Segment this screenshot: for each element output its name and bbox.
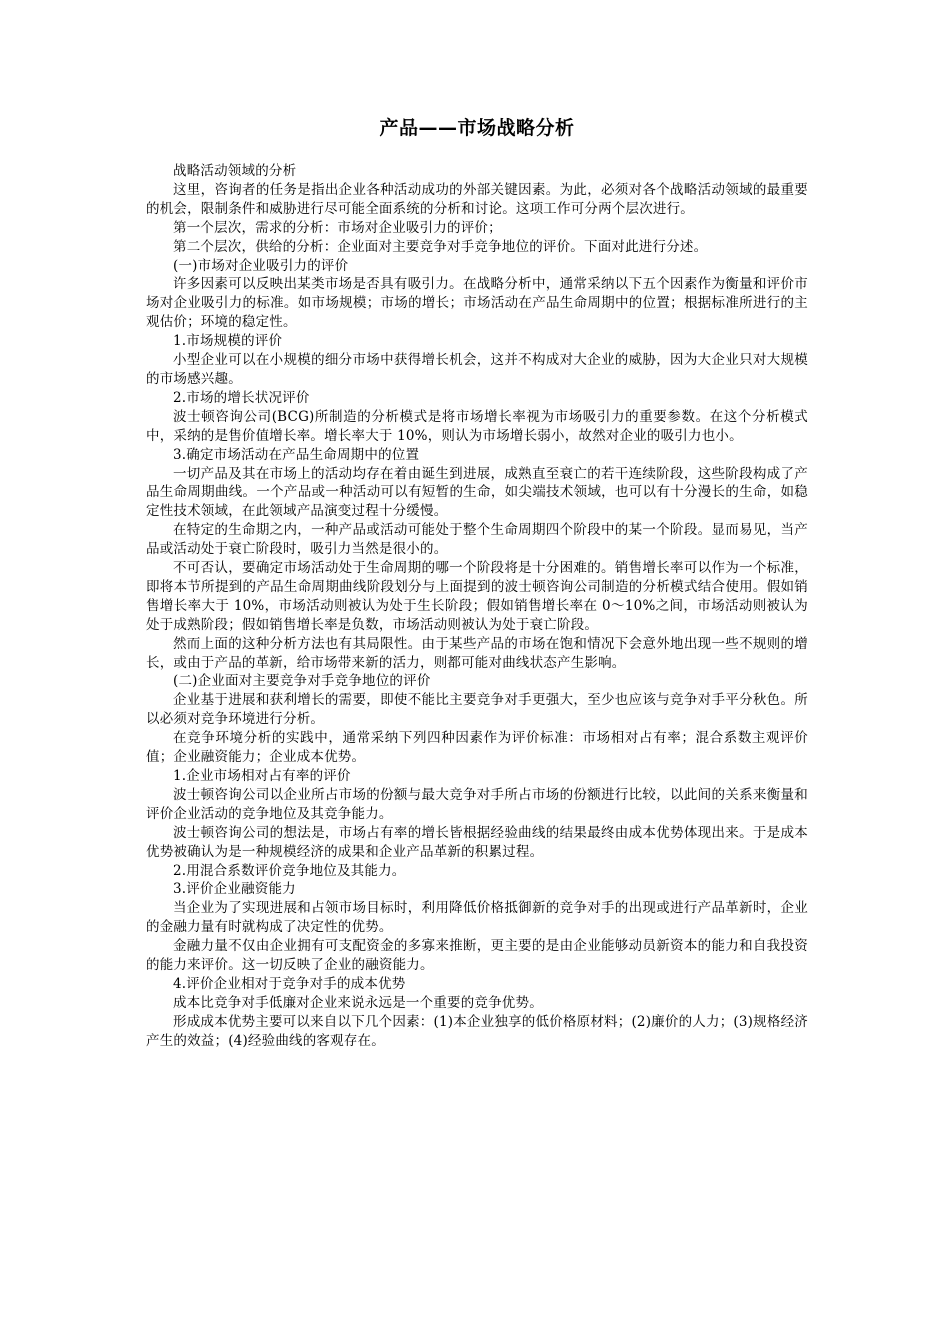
- item-heading: 3.确定市场活动在产品生命周期中的位置: [173, 446, 420, 463]
- paragraph: 形成成本优势主要可以来自以下几个因素：(1)本企业独享的低价格原材料；(2)廉价的人力；(3)规格经济产生的效益；(4)经验曲线的客观存在。: [146, 1013, 808, 1049]
- paragraph: 许多因素可以反映出某类市场是否具有吸引力。在战略分析中，通常采纳以下五个因素作为衡量和评价市场对企业吸引力的标准。如市场规模；市场的增长；市场活动在产品生命周期中的位置；根据标准所进行的主观估价；环境的稳定性。: [146, 276, 808, 331]
- paragraph: 第一个层次，需求的分析：市场对企业吸引力的评价；: [173, 219, 502, 236]
- paragraph: 波士顿咨询公司以企业所占市场的份额与最大竞争对手所占市场的份额进行比较，以此间的关系来衡量和评价企业活动的竞争地位及其竞争能力。: [146, 786, 808, 822]
- item-heading: 2.市场的增长状况评价: [173, 389, 310, 406]
- paragraph: 企业基于进展和获利增长的需要，即使不能比主要竞争对手更强大，至少也应该与竞争对手平分秋色。所以必须对竞争环境进行分析。: [146, 692, 808, 728]
- paragraph: 成本比竞争对手低廉对企业来说永远是一个重要的竞争优势。: [173, 994, 543, 1011]
- paragraph: 在竞争环境分析的实践中，通常采纳下列四种因素作为评价标准：市场相对占有率；混合系数主观评价值；企业融资能力；企业成本优势。: [146, 730, 808, 766]
- item-heading: 1.企业市场相对占有率的评价: [173, 768, 351, 784]
- item-heading: 1.市场规模的评价: [173, 333, 283, 350]
- paragraph: 一切产品及其在市场上的活动均存在着由诞生到进展，成熟直至衰亡的若干连续阶段，这些阶段构成了产品生命周期曲线。一个产品或一种活动可以有短暂的生命，如尖端技术领域，也可以有十分漫长的生命，如稳定性技术领域，在此领域产品演变过程十分缓慢。: [146, 465, 808, 520]
- paragraph: 小型企业可以在小规模的细分市场中获得增长机会，这并不构成对大企业的威胁，因为大企业只对大规模的市场感兴趣。: [146, 352, 808, 387]
- document-title: 产品——市场战略分析: [379, 117, 575, 139]
- subsection-heading: (一)市场对企业吸引力的评价: [173, 257, 349, 274]
- subsection-heading: (二)企业面对主要竞争对手竞争地位的评价: [173, 673, 431, 690]
- item-heading: 3.评价企业融资能力: [173, 881, 296, 898]
- paragraph: 波士顿咨询公司的想法是，市场占有率的增长皆根据经验曲线的结果最终由成本优势体现出来。于是成本优势被确认为是一种规模经济的成果和企业产品革新的积累过程。: [146, 824, 808, 860]
- section-heading: 战略活动领域的分析: [173, 163, 297, 179]
- item-heading: 4.评价企业相对于竞争对手的成本优势: [173, 975, 406, 992]
- paragraph: 在特定的生命期之内，一种产品或活动可能处于整个生命周期四个阶段中的某一个阶段。显而易见，当产品或活动处于衰亡阶段时，吸引力当然是很小的。: [146, 522, 808, 558]
- document-page: [146, 114, 808, 1051]
- paragraph: 金融力量不仅由企业拥有可支配资金的多寡来推断，更主要的是由企业能够动员新资本的能力和自我投资的能力来评价。这一切反映了企业的融资能力。: [146, 938, 808, 974]
- document-body: [146, 162, 808, 1051]
- paragraph: 然而上面的这种分析方法也有其局限性。由于某些产品的市场在饱和情况下会意外地出现一些不规则的增长，或由于产品的革新，给市场带来新的活力，则都可能对曲线状态产生影响。: [146, 635, 808, 671]
- paragraph: 第二个层次，供给的分析：企业面对主要竞争对手竞争地位的评价。下面对此进行分述。: [173, 238, 708, 255]
- paragraph: 这里，咨询者的任务是指出企业各种活动成功的外部关键因素。为此，必须对各个战略活动领域的最重要的机会，限制条件和威胁进行尽可能全面系统的分析和讨论。这项工作可分两个层次进行。: [146, 181, 808, 217]
- paragraph: 当企业为了实现进展和占领市场目标时，利用降低价格抵御新的竞争对手的出现或进行产品革新时，企业的金融力量有时就构成了决定性的优势。: [146, 900, 808, 936]
- item-heading: 2.用混合系数评价竞争地位及其能力。: [173, 862, 406, 879]
- paragraph: 波士顿咨询公司(BCG)所制造的分析模式是将市场增长率视为市场吸引力的重要参数。在这个分析模式中，采纳的是售价值增长率。增长率大于 10%，则认为市场增长弱小，故然对企业的吸引力也小。: [146, 408, 808, 444]
- paragraph: 不可否认，要确定市场活动处于生命周期的哪一个阶段将是十分困难的。销售增长率可以作为一个标准，即将本节所提到的产品生命周期曲线阶段划分与上面提到的波士顿咨询公司制造的分析模式结合使用。假如销售增长率大于 10%，市场活动则被认为处于生长阶段；假如销售增长率在 0～10%之间，市场活动则被认为处于成熟阶段；假如销售增长率是负数，市场活动则被认为处于衰亡阶段。: [146, 560, 808, 633]
